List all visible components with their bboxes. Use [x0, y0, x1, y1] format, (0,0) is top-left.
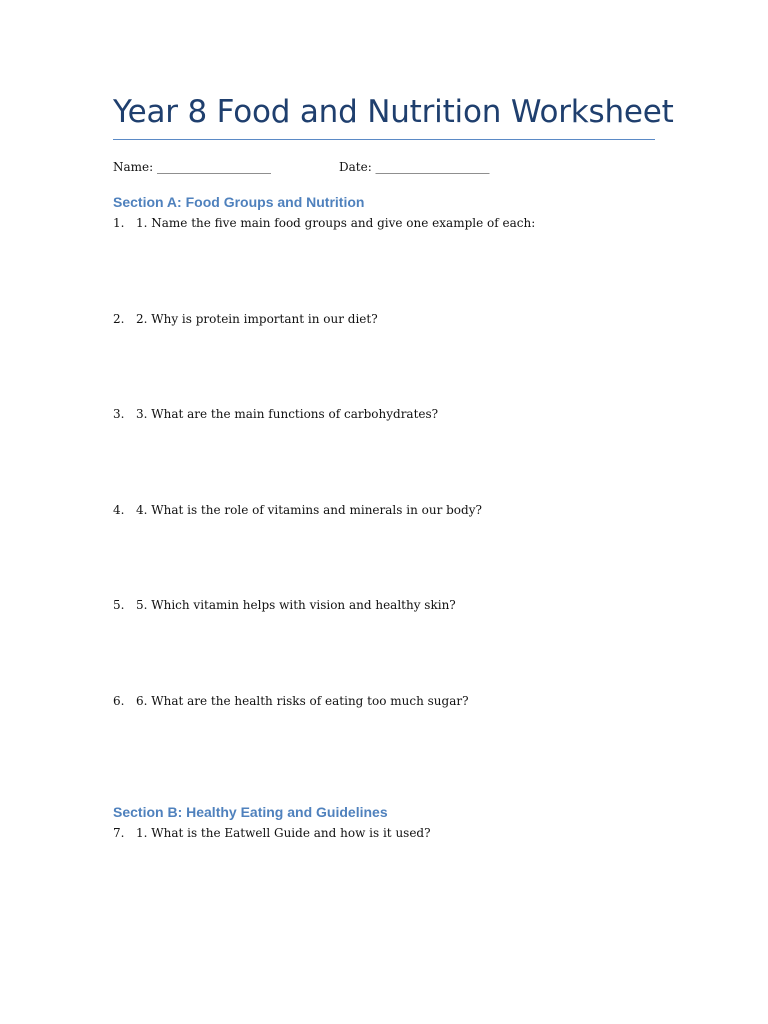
question-item: [113, 826, 431, 840]
question-item: [113, 216, 535, 230]
question-number: 2.: [113, 312, 125, 326]
question-number: 5.: [113, 598, 125, 612]
question-number: 3.: [113, 407, 125, 421]
question-number: 6.: [113, 694, 125, 708]
question-item: [113, 503, 482, 517]
question-number: 7.: [113, 826, 125, 840]
section-a-heading: Section A: Food Groups and Nutrition: [113, 194, 365, 210]
question-text: 2. Why is protein important in our diet?: [136, 312, 378, 326]
question-item: [113, 694, 469, 708]
section-b-heading: Section B: Healthy Eating and Guidelines: [113, 804, 388, 820]
question-text: 6. What are the health risks of eating too much sugar?: [136, 694, 469, 708]
question-item: [113, 598, 456, 612]
name-field: Name: ___________________: [113, 160, 271, 174]
question-text: 4. What is the role of vitamins and minerals in our body?: [136, 503, 482, 517]
question-text: 1. Name the five main food groups and give one example of each:: [136, 216, 536, 230]
question-text: 1. What is the Eatwell Guide and how is it used?: [136, 826, 431, 840]
question-item: [113, 312, 378, 326]
page-title: Year 8 Food and Nutrition Worksheet: [113, 94, 674, 130]
title-underline: [113, 139, 655, 140]
question-number: 1.: [113, 216, 125, 230]
question-text: 3. What are the main functions of carbohydrates?: [136, 407, 439, 421]
question-number: 4.: [113, 503, 125, 517]
question-text: 5. Which vitamin helps with vision and healthy skin?: [136, 598, 456, 612]
question-item: [113, 407, 438, 421]
date-field: Date: ___________________: [339, 160, 490, 174]
